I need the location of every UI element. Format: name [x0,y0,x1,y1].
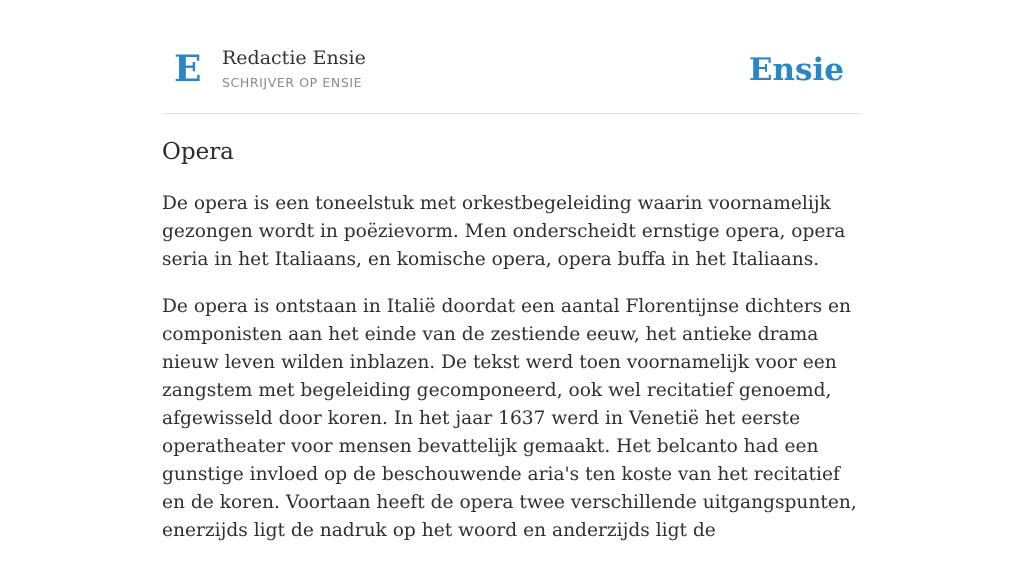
author-avatar[interactable]: E [174,48,202,90]
ensie-logo[interactable]: Ensie [748,52,844,88]
article-paragraph: De opera is een toneelstuk met orkestbegeleiding waarin voornamelijk gezongen wordt in poëzievorm. Men onderscheidt ernstige opera, opera seria in het Italiaans, en komische opera, opera buffa in het Italiaans. [162,193,846,270]
page-title: Opera [162,139,234,165]
article-header [162,0,862,114]
article-paragraph: De opera is ontstaan in Italië doordat een aantal Florentijnse dichters en componisten aan het einde van de zestiende eeuw, het antieke drama nieuw leven wilden inblazen. De tekst werd toen voornamelijk voor een zangstem met begeleiding gecomponeerd, ook wel recitatief genoemd, afgewisseld door koren. In het jaar 1637 werd in Venetië het eerste operatheater voor mensen bevattelijk gemaakt. Het belcanto had een gunstige invloed op de beschouwende aria's ten koste van het recitatief en de koren. Voortaan heeft de opera twee verschillende uitgangspunten, enerzijds ligt de nadruk op het woord en anderzijds ligt de [162,296,857,541]
article-card [162,0,862,541]
author-role: SCHRIJVER OP ENSIE [222,75,363,90]
article-body [162,190,862,564]
author-name[interactable]: Redactie Ensie [222,47,366,69]
